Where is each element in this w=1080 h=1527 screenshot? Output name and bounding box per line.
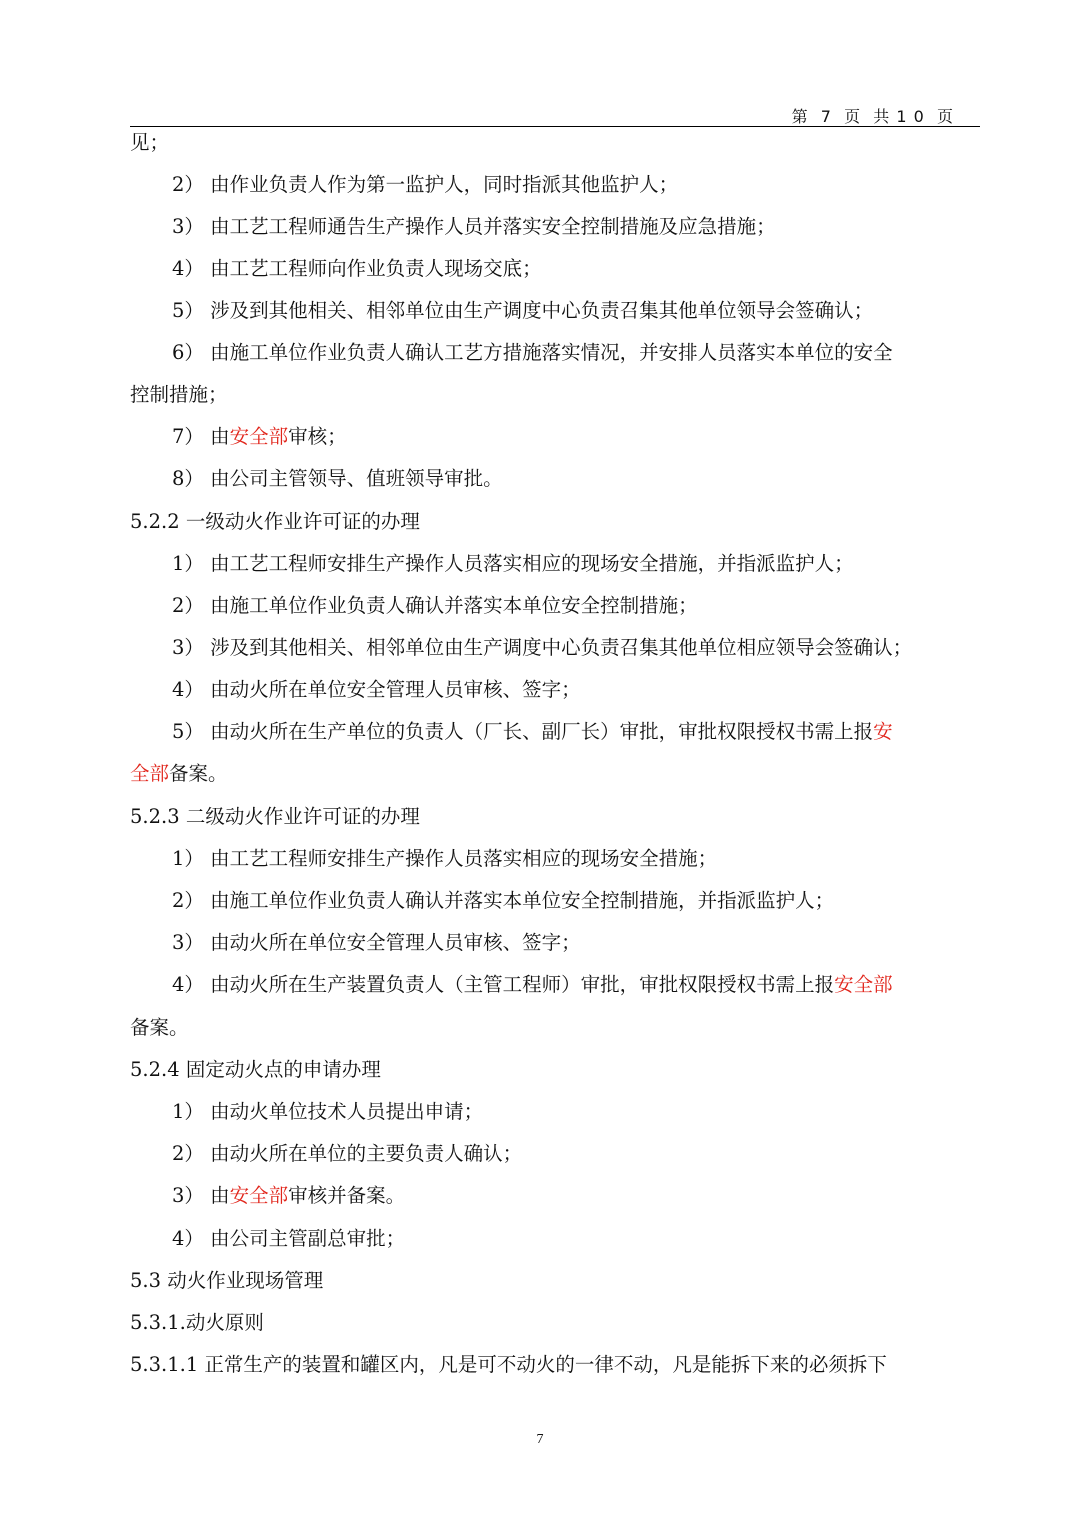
- list-item: 5） 由动火所在生产单位的负责人（厂长、副厂长）审批，审批权限授权书需上报安: [172, 720, 893, 743]
- page-header: [130, 102, 980, 127]
- section-heading: 5.2.2 一级动火作业许可证的办理: [130, 510, 420, 533]
- list-item: 4） 由动火所在单位安全管理人员审核、签字；: [172, 678, 581, 701]
- section-heading: 5.2.4 固定动火点的申请办理: [130, 1058, 381, 1081]
- list-item: 3） 涉及到其他相关、相邻单位由生产调度中心负责召集其他单位相应领导会签确认；: [172, 636, 913, 659]
- list-item: 5） 涉及到其他相关、相邻单位由生产调度中心负责召集其他单位领导会签确认；: [172, 299, 874, 322]
- safety-dept-highlight: 安: [873, 720, 893, 743]
- text-line: 5.3.1.1 正常生产的装置和罐区内，凡是可不动火的一律不动，凡是能拆下来的必须拆下: [130, 1353, 887, 1376]
- list-item: 3） 由工艺工程师通告生产操作人员并落实安全控制措施及应急措施；: [172, 215, 776, 238]
- list-item: 2） 由施工单位作业负责人确认并落实本单位安全控制措施；: [172, 594, 698, 617]
- safety-dept-highlight: 安全部: [229, 425, 289, 448]
- section-heading: 5.3.1.动火原则: [130, 1311, 264, 1334]
- list-item: 2） 由作业负责人作为第一监护人，同时指派其他监护人；: [172, 173, 679, 196]
- list-item: 6） 由施工单位作业负责人确认工艺方措施落实情况，并安排人员落实本单位的安全: [172, 341, 893, 364]
- list-item: 8） 由公司主管领导、值班领导审批。: [172, 467, 503, 490]
- text-line: 控制措施；: [130, 383, 228, 406]
- list-item: 1） 由动火单位技术人员提出申请；: [172, 1100, 484, 1123]
- section-heading: 5.3 动火作业现场管理: [130, 1269, 324, 1292]
- list-item: 2） 由施工单位作业负责人确认并落实本单位安全控制措施，并指派监护人；: [172, 889, 835, 912]
- safety-dept-highlight: 全部: [130, 762, 170, 785]
- list-item: 4） 由公司主管副总审批；: [172, 1227, 406, 1250]
- page-indicator: 第 7 页 共 1 0 页: [791, 107, 954, 126]
- page-number: 7: [536, 1432, 544, 1447]
- list-item: 4） 由动火所在生产装置负责人（主管工程师）审批，审批权限授权书需上报安全部: [172, 973, 893, 996]
- list-item: 3） 由安全部审核并备案。: [172, 1184, 406, 1207]
- safety-dept-highlight: 安全部: [834, 973, 893, 996]
- list-item: 1） 由工艺工程师安排生产操作人员落实相应的现场安全措施；: [172, 847, 718, 870]
- text-line: 见；: [130, 131, 170, 154]
- list-item: 7） 由安全部审核；: [172, 425, 347, 448]
- safety-dept-highlight: 安全部: [229, 1184, 289, 1207]
- list-item: 3） 由动火所在单位安全管理人员审核、签字；: [172, 931, 581, 954]
- list-item: 4） 由工艺工程师向作业负责人现场交底；: [172, 257, 542, 280]
- section-heading: 5.2.3 二级动火作业许可证的办理: [130, 805, 420, 828]
- text-line: 全部备案。: [130, 762, 228, 785]
- list-item: 2） 由动火所在单位的主要负责人确认；: [172, 1142, 523, 1165]
- text-line: 备案。: [130, 1016, 189, 1039]
- list-item: 1） 由工艺工程师安排生产操作人员落实相应的现场安全措施，并指派监护人；: [172, 552, 854, 575]
